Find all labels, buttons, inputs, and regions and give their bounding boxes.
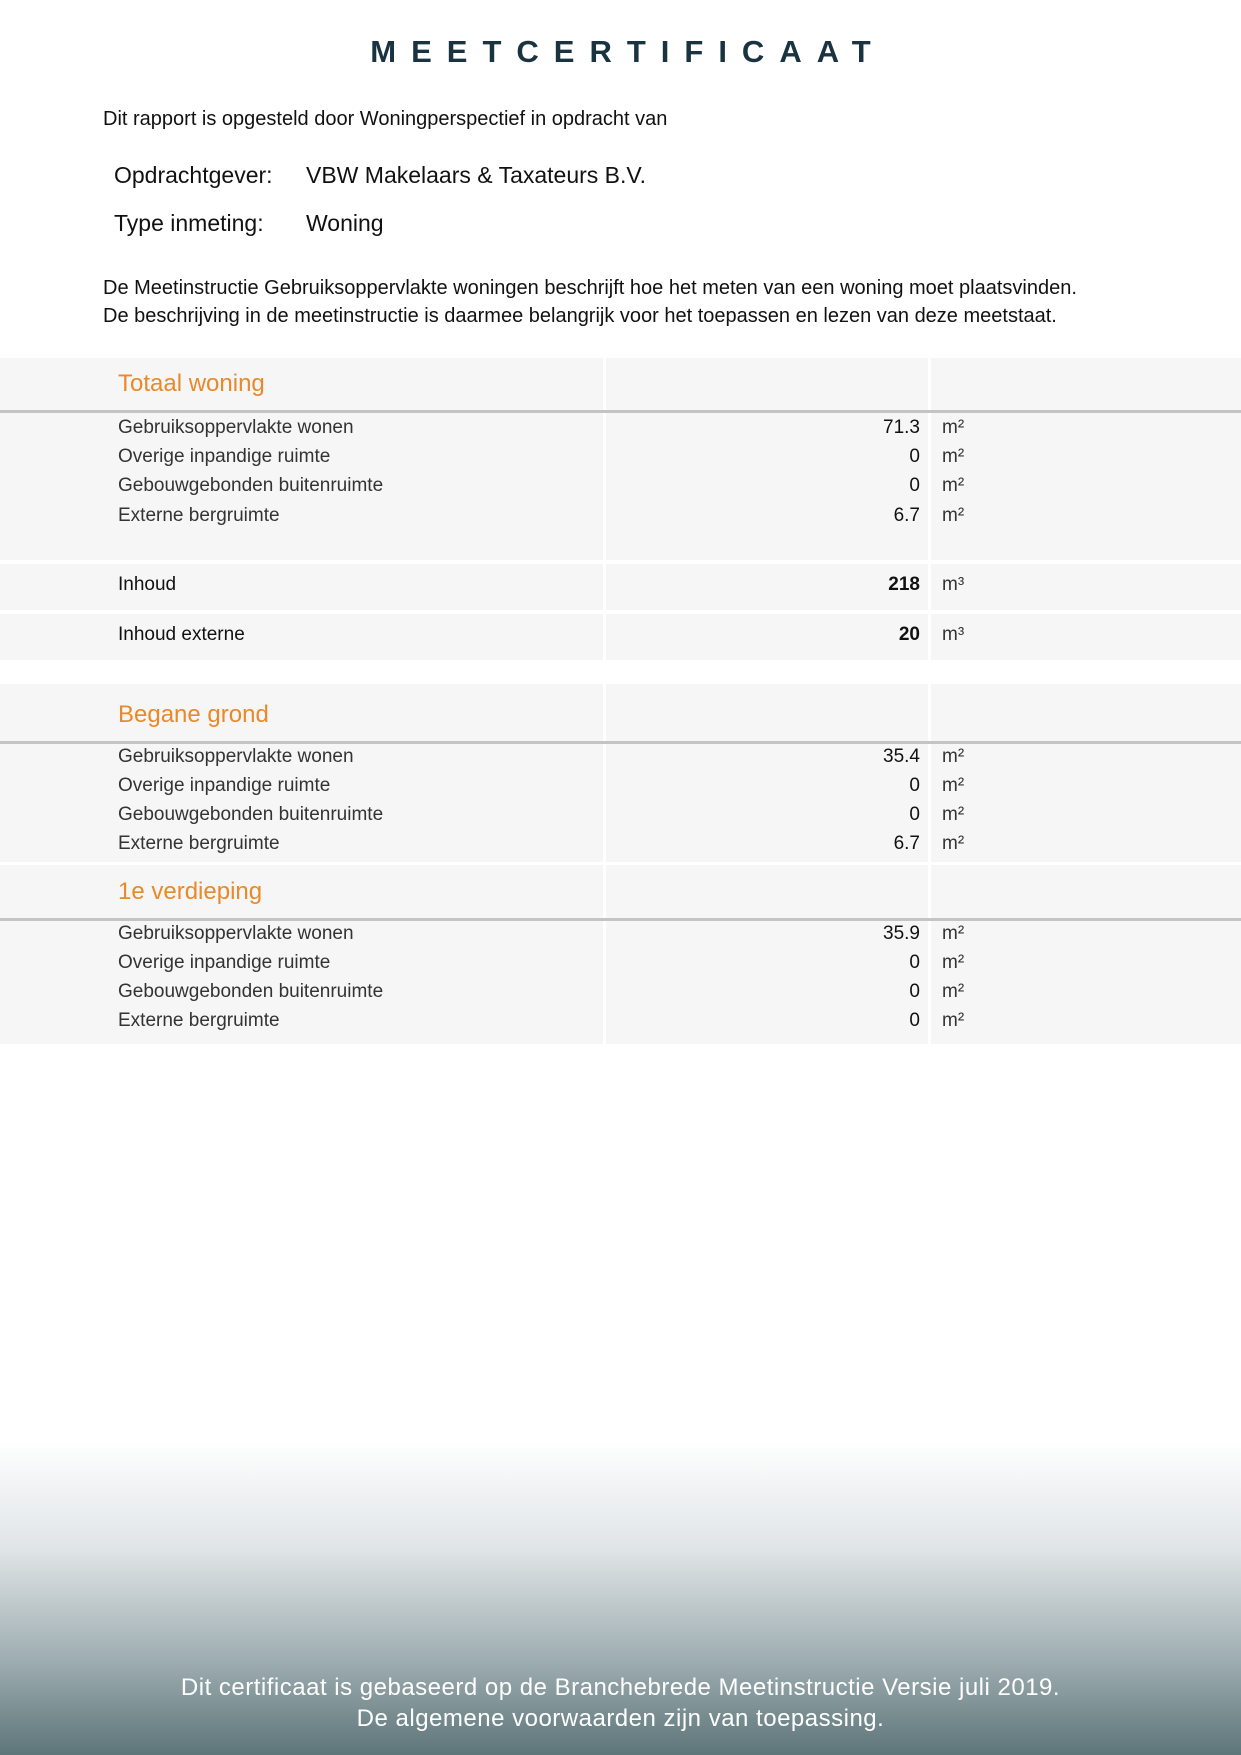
row-unit: m² (942, 746, 965, 767)
description-line: De Meetinstructie Gebruiksoppervlakte woningen beschrijft hoe het meten van een woning moet plaatsvinden. (103, 277, 1077, 299)
footer-line: De algemene voorwaarden zijn van toepassing. (356, 1705, 885, 1732)
row-label: Gebruiksoppervlakte wonen (118, 746, 354, 767)
row-label: Gebouwgebonden buitenruimte (118, 981, 384, 1002)
row-label: Externe bergruimte (118, 505, 280, 526)
description (103, 274, 1077, 330)
row-unit: m² (942, 775, 965, 796)
table-row (0, 981, 1241, 1010)
footer-text (0, 1672, 1241, 1734)
row-unit: m² (942, 952, 965, 973)
row-unit: m³ (942, 624, 965, 645)
table-row (0, 804, 1241, 833)
table-row (0, 746, 1241, 775)
table-row (0, 1010, 1241, 1039)
row-unit: m² (942, 804, 965, 825)
row-value: 20 (898, 624, 920, 645)
row-unit: m² (942, 505, 965, 526)
row-unit: m² (942, 833, 965, 854)
row-unit: m² (942, 417, 965, 438)
section-title-begane-grond: Begane grond (118, 701, 269, 728)
row-label: Gebruiksoppervlakte wonen (118, 923, 354, 944)
section-title-1e-verdieping: 1e verdieping (118, 878, 263, 905)
table-row-inhoud-externe (0, 624, 1241, 653)
table-row (0, 952, 1241, 981)
row-value: 0 (909, 475, 920, 496)
row-label: Inhoud externe (118, 624, 245, 645)
description-line: De beschrijving in de meetinstructie is daarmee belangrijk voor het toepassen en lezen van deze meetstaat. (103, 305, 1057, 327)
row-label: Overige inpandige ruimte (118, 952, 331, 973)
row-unit: m² (942, 446, 965, 467)
row-value: 35.9 (883, 923, 920, 944)
row-label: Gebouwgebonden buitenruimte (118, 804, 384, 825)
section-gap (0, 862, 1241, 865)
row-value: 0 (909, 952, 920, 973)
measurement-type-label: Type inmeting: (114, 210, 264, 236)
table-row (0, 833, 1241, 862)
row-unit: m² (942, 1010, 965, 1031)
client-label: Opdrachtgever: (114, 162, 273, 188)
footer-line: Dit certificaat is gebaseerd op de Branchebrede Meetinstructie Versie juli 2019. (180, 1674, 1061, 1701)
client-row (114, 162, 646, 189)
row-value: 6.7 (893, 833, 920, 854)
page-title: MEETCERTIFICAAT (370, 34, 886, 69)
section-rule (0, 410, 1241, 413)
row-value: 0 (909, 804, 920, 825)
row-label: Overige inpandige ruimte (118, 446, 331, 467)
row-label: Gebouwgebonden buitenruimte (118, 475, 384, 496)
table-row (0, 446, 1241, 475)
row-value: 0 (909, 775, 920, 796)
row-label: Externe bergruimte (118, 833, 280, 854)
measurement-type-row (114, 210, 384, 237)
row-value: 35.4 (883, 746, 920, 767)
section-title-totaal: Totaal woning (118, 370, 265, 397)
row-label: Inhoud (118, 574, 177, 595)
row-label: Externe bergruimte (118, 1010, 280, 1031)
row-unit: m² (942, 475, 965, 496)
row-unit: m² (942, 923, 965, 944)
row-value: 0 (909, 446, 920, 467)
table-row (0, 923, 1241, 952)
intro-text: Dit rapport is opgesteld door Woningperspectief in opdracht van (103, 108, 668, 130)
table-row (0, 775, 1241, 804)
client-value: VBW Makelaars & Taxateurs B.V. (306, 162, 647, 188)
table-row (0, 417, 1241, 446)
table-row-inhoud (0, 574, 1241, 603)
row-unit: m³ (942, 574, 965, 595)
row-value: 218 (888, 574, 920, 595)
row-value: 6.7 (893, 505, 920, 526)
row-label: Overige inpandige ruimte (118, 775, 331, 796)
table-row (0, 505, 1241, 534)
section-rule (0, 918, 1241, 921)
row-unit: m² (942, 981, 965, 1002)
row-value: 0 (909, 981, 920, 1002)
table-row (0, 475, 1241, 504)
row-label: Gebruiksoppervlakte wonen (118, 417, 354, 438)
row-value: 71.3 (883, 417, 920, 438)
section-rule (0, 741, 1241, 744)
row-value: 0 (909, 1010, 920, 1031)
measurement-type-value: Woning (306, 210, 384, 236)
